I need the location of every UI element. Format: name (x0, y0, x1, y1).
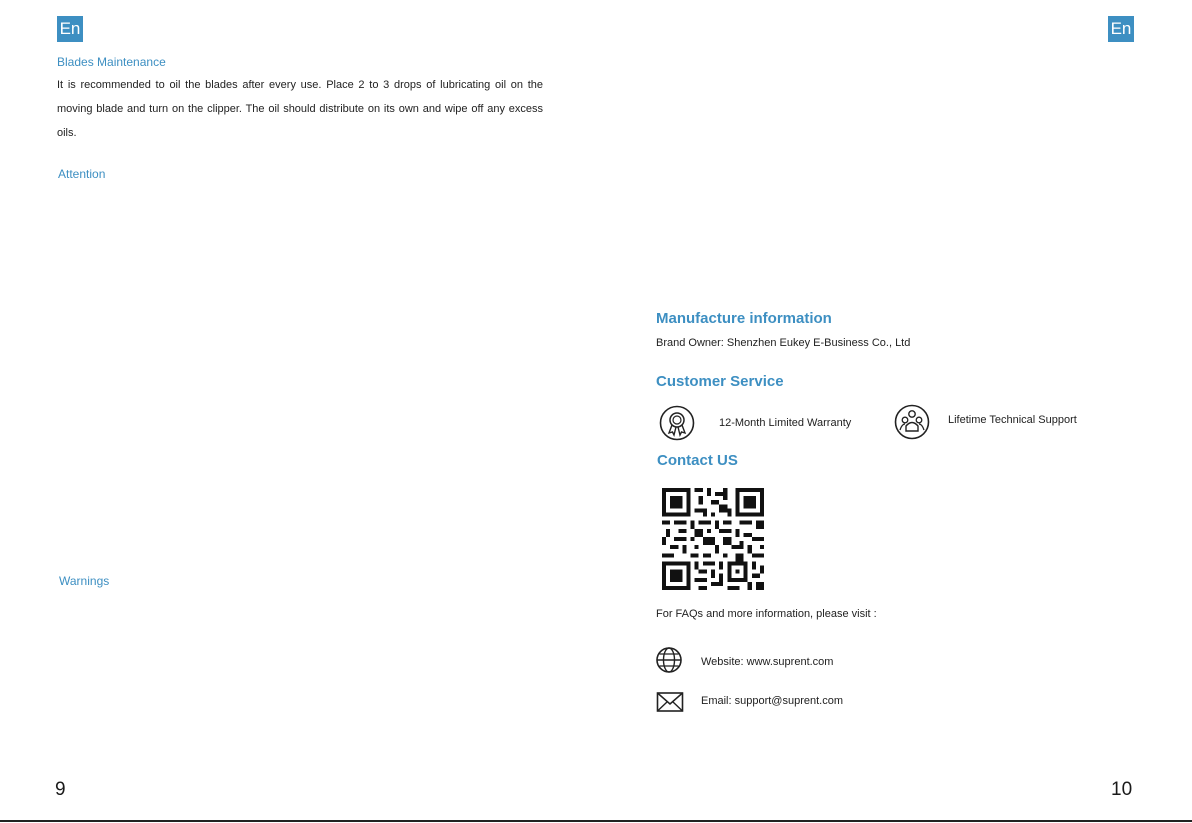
language-badge: En (1108, 16, 1134, 42)
contact-us-heading: Contact US (657, 452, 738, 469)
email-link[interactable]: Email: support@suprent.com (701, 695, 844, 707)
envelope-icon (656, 690, 684, 714)
warnings-heading: Warnings (59, 574, 110, 588)
qr-code (662, 488, 764, 590)
faq-text: For FAQs and more information, please visit : (656, 608, 877, 620)
support-label: Lifetime Technical Support (948, 414, 1077, 426)
warranty-label: 12-Month Limited Warranty (719, 417, 852, 429)
people-support-icon (894, 404, 930, 440)
page-number: 10 (1111, 779, 1133, 800)
language-badge: En (57, 16, 83, 42)
blades-maintenance-heading: Blades Maintenance (57, 55, 166, 69)
brand-owner-text: Brand Owner: Shenzhen Eukey E-Business Co., Ltd (656, 337, 911, 349)
customer-service-heading: Customer Service (656, 373, 784, 390)
right-page (596, 0, 1192, 823)
manufacture-information-heading: Manufacture information (656, 310, 832, 327)
attention-heading: Attention (58, 167, 106, 181)
globe-icon (655, 646, 683, 674)
bottom-divider (0, 820, 1192, 822)
blades-maintenance-text: It is recommended to oil the blades after every use. Place 2 to 3 drops of lubricating oil on the moving blade and turn on the clipper. The oil should distribute on its own and wipe off any excess oils. (57, 79, 543, 139)
website-link[interactable]: Website: www.suprent.com (701, 656, 834, 668)
page-number: 9 (55, 779, 66, 800)
award-ribbon-icon (659, 405, 695, 441)
